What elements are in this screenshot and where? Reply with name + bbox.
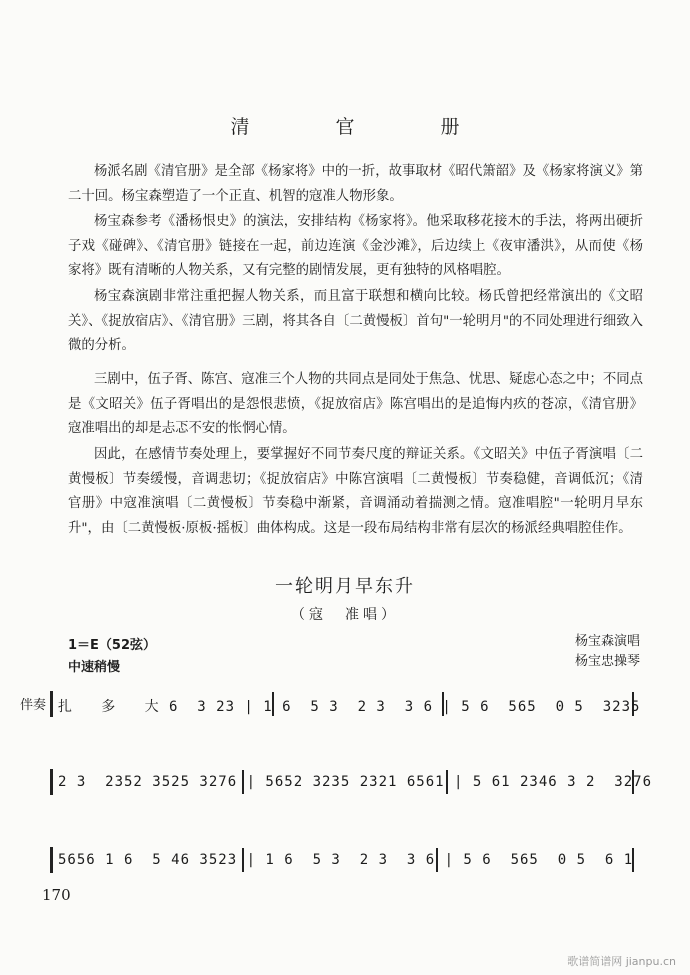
barline-start — [50, 847, 53, 873]
accompaniment-label: 伴奏 — [20, 698, 47, 713]
watermark: 歌谱简谱网 jianpu.cn — [567, 955, 676, 968]
score-line-1: 扎 多 大 6 3 23 | 1 6 5 3 2 3 3 6 | 5 6 565 0 5 3235 — [58, 699, 641, 715]
paragraph-5: 因此，在感情节奏处理上，要掌握好不同节奏尺度的辩证关系。《文昭关》中伍子胥演唱〔二黄慢板〕节奏缓慢，音调悲切；《捉放宿店》中陈宫演唱〔二黄慢板〕节奏稳健，音调低沉；《清官册》中寇准演唱〔二黄慢板〕节奏稳中渐紧，音调涌动着揣测之情。寇准唱腔"一轮明月早东升"，由〔二黄慢板·原板·摇板〕曲体构成。这是一段布局结构非常有层次的杨派经典唱腔佳作。 — [68, 447, 643, 536]
score-line-2: 2 3 2352 3525 3276 | 5652 3235 2321 6561 | 5 61 2346 3 2 3276 — [58, 774, 653, 790]
barline-start — [50, 691, 53, 717]
tempo-marking: 中速稍慢 — [68, 660, 121, 675]
paragraph-1: 杨派名剧《清官册》是全部《杨家将》中的一折，故事取材《昭代箫韶》及《杨家将演义》第二十回。杨宝森塑造了一个正直、机智的寇准人物形象。 — [68, 164, 644, 204]
credit-qin: 杨宝忠操琴 — [574, 654, 640, 669]
barline-start — [50, 769, 53, 795]
paragraph-2: 杨宝森参考《潘杨恨史》的演法，安排结构《杨家将》。他采取移花接木的手法，将两出硬折子戏《碰碑》、《清官册》链接在一起，前边连演《金沙滩》，后边续上《夜审潘洪》，从而使《杨家将》既有清晰的人物关系，又有完整的剧情发展，更有独特的风格唱腔。 — [68, 214, 643, 278]
key-signature: 1＝E（52弦） — [68, 638, 157, 653]
song-title: 一轮明月早东升 — [275, 576, 415, 597]
paragraph-4: 三剧中，伍子胥、陈宫、寇准三个人物的共同点是同处于焦急、忧思、疑虑心态之中；不同点是《文昭关》伍子胥唱出的是怨恨悲愤，《捉放宿店》陈宫唱出的是追悔内疚的苍凉，《清官册》寇准唱出的却是忐忑不安的怅惘心情。 — [68, 372, 644, 436]
song-subtitle: （寇 准唱） — [291, 607, 399, 623]
paragraph-3: 杨宝森演剧非常注重把握人物关系，而且富于联想和横向比较。杨氏曾把经常演出的《文昭关》、《捉放宿店》、《清官册》三剧，将其各自〔二黄慢板〕首句"一轮明月"的不同处理进行细致入微的分析。 — [68, 289, 643, 353]
score-line-3: 5656 1 6 5 46 3523 | 1 6 5 3 2 3 3 6 | 5 6 565 0 5 6 1 — [58, 852, 634, 868]
credit-singer: 杨宝森演唱 — [574, 634, 640, 649]
page-title: 清 官 册 — [230, 116, 500, 138]
page-number: 170 — [42, 886, 71, 904]
